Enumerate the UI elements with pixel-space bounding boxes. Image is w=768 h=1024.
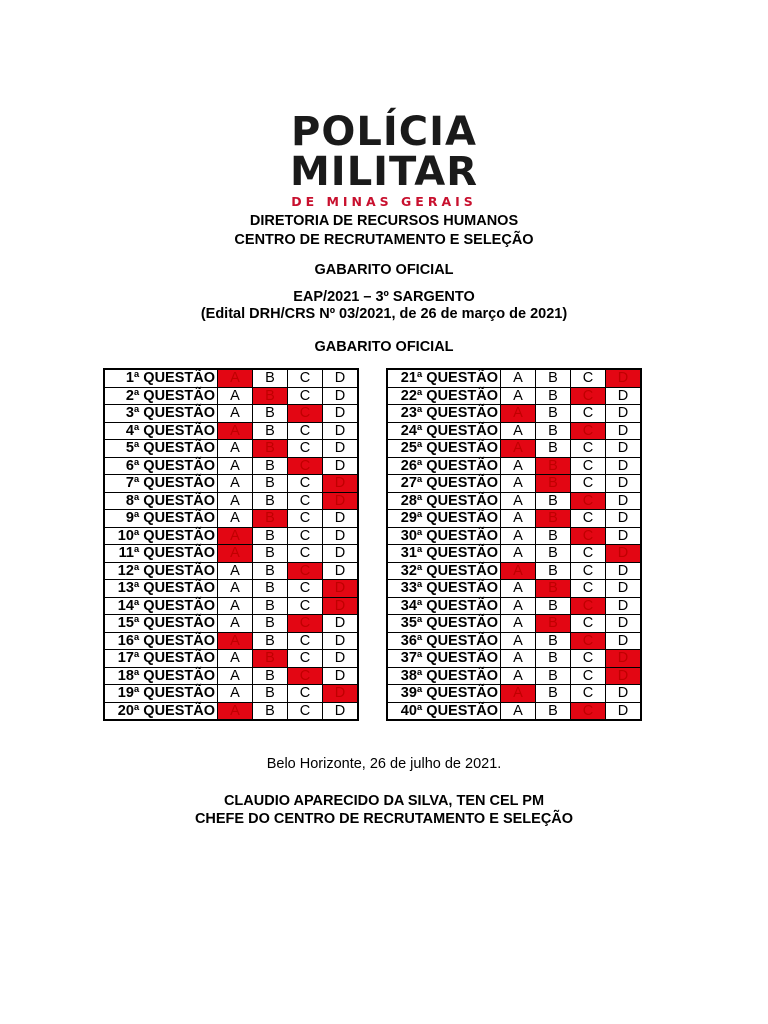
option-d: D (323, 510, 359, 528)
option-c: C (288, 632, 323, 650)
option-b: B (536, 632, 571, 650)
table-row (104, 440, 358, 458)
option-c-correct: C (571, 492, 606, 510)
question-label: 4ª QUESTÃO (104, 422, 218, 440)
option-a: A (501, 475, 536, 493)
question-label: 34ª QUESTÃO (387, 597, 501, 615)
table-row (104, 650, 358, 668)
table-row (387, 387, 641, 405)
question-label: 14ª QUESTÃO (104, 597, 218, 615)
question-label: 35ª QUESTÃO (387, 615, 501, 633)
table-row (104, 702, 358, 720)
option-b: B (253, 562, 288, 580)
option-c: C (571, 440, 606, 458)
option-a-correct: A (501, 685, 536, 703)
option-d: D (606, 562, 642, 580)
table-row (387, 702, 641, 720)
option-a-correct: A (218, 527, 253, 545)
option-a: A (501, 650, 536, 668)
table-row (387, 562, 641, 580)
option-b-correct: B (536, 510, 571, 528)
option-b: B (253, 667, 288, 685)
table-row (104, 615, 358, 633)
option-a-correct: A (501, 562, 536, 580)
option-a: A (218, 650, 253, 668)
option-a: A (501, 597, 536, 615)
option-a: A (501, 615, 536, 633)
question-label: 9ª QUESTÃO (104, 510, 218, 528)
option-b: B (536, 440, 571, 458)
option-c: C (571, 510, 606, 528)
table-row (387, 369, 641, 387)
table-row (387, 580, 641, 598)
question-label: 18ª QUESTÃO (104, 667, 218, 685)
table-row (104, 369, 358, 387)
table-row (387, 597, 641, 615)
option-b: B (253, 475, 288, 493)
table-row (387, 457, 641, 475)
option-c-correct: C (288, 667, 323, 685)
option-a: A (501, 580, 536, 598)
table-row (387, 632, 641, 650)
table-row (104, 475, 358, 493)
question-label: 3ª QUESTÃO (104, 405, 218, 423)
question-label: 8ª QUESTÃO (104, 492, 218, 510)
question-label: 10ª QUESTÃO (104, 527, 218, 545)
option-c: C (571, 405, 606, 423)
question-label: 7ª QUESTÃO (104, 475, 218, 493)
option-d: D (606, 440, 642, 458)
option-a: A (218, 440, 253, 458)
option-c: C (571, 580, 606, 598)
option-d: D (323, 615, 359, 633)
question-label: 2ª QUESTÃO (104, 387, 218, 405)
option-d-correct: D (323, 685, 359, 703)
question-label: 16ª QUESTÃO (104, 632, 218, 650)
document-title: GABARITO OFICIAL (314, 262, 454, 278)
table-row (104, 562, 358, 580)
option-a-correct: A (218, 369, 253, 387)
question-label: 20ª QUESTÃO (104, 702, 218, 720)
table-row (387, 527, 641, 545)
question-label: 24ª QUESTÃO (387, 422, 501, 440)
option-a-correct: A (218, 545, 253, 563)
question-label: 23ª QUESTÃO (387, 405, 501, 423)
option-c: C (288, 475, 323, 493)
signer-role: CHEFE DO CENTRO DE RECRUTAMENTO E SELEÇÃO (194, 811, 574, 827)
option-c: C (288, 387, 323, 405)
question-label: 27ª QUESTÃO (387, 475, 501, 493)
option-d: D (323, 422, 359, 440)
option-c: C (288, 527, 323, 545)
option-c: C (571, 650, 606, 668)
question-label: 39ª QUESTÃO (387, 685, 501, 703)
option-b: B (253, 527, 288, 545)
option-b: B (536, 422, 571, 440)
option-d-correct: D (323, 475, 359, 493)
option-a: A (218, 475, 253, 493)
option-c-correct: C (288, 457, 323, 475)
place-date: Belo Horizonte, 26 de julho de 2021. (266, 756, 502, 772)
option-c: C (571, 615, 606, 633)
option-d: D (606, 597, 642, 615)
option-d: D (323, 440, 359, 458)
option-d: D (606, 475, 642, 493)
question-label: 28ª QUESTÃO (387, 492, 501, 510)
table-row (387, 667, 641, 685)
question-label: 38ª QUESTÃO (387, 667, 501, 685)
option-b-correct: B (536, 615, 571, 633)
question-label: 29ª QUESTÃO (387, 510, 501, 528)
option-c-correct: C (571, 702, 606, 720)
option-a-correct: A (218, 632, 253, 650)
option-b: B (253, 632, 288, 650)
question-label: 12ª QUESTÃO (104, 562, 218, 580)
question-label: 1ª QUESTÃO (104, 369, 218, 387)
option-a: A (218, 597, 253, 615)
option-c: C (288, 369, 323, 387)
option-d: D (606, 457, 642, 475)
question-label: 19ª QUESTÃO (104, 685, 218, 703)
option-c: C (571, 545, 606, 563)
option-c: C (288, 545, 323, 563)
option-a-correct: A (501, 440, 536, 458)
center-name: CENTRO DE RECRUTAMENTO E SELEÇÃO (234, 232, 534, 248)
option-b: B (253, 457, 288, 475)
option-c-correct: C (288, 615, 323, 633)
table-row (387, 492, 641, 510)
table-row (104, 387, 358, 405)
option-d: D (606, 685, 642, 703)
option-a: A (218, 457, 253, 475)
option-a: A (501, 702, 536, 720)
option-c-correct: C (571, 597, 606, 615)
table-row (104, 580, 358, 598)
table-row (104, 667, 358, 685)
option-a: A (218, 615, 253, 633)
option-c-correct: C (571, 632, 606, 650)
option-c: C (288, 422, 323, 440)
option-d: D (606, 405, 642, 423)
option-d: D (323, 457, 359, 475)
option-b: B (253, 702, 288, 720)
option-d: D (606, 632, 642, 650)
option-c: C (571, 369, 606, 387)
option-d: D (606, 422, 642, 440)
table-row (104, 492, 358, 510)
option-a: A (501, 510, 536, 528)
option-d-correct: D (323, 597, 359, 615)
option-d: D (606, 527, 642, 545)
option-b: B (536, 667, 571, 685)
option-d: D (323, 562, 359, 580)
table-title: GABARITO OFICIAL (314, 339, 454, 355)
option-d: D (323, 369, 359, 387)
question-label: 22ª QUESTÃO (387, 387, 501, 405)
option-b: B (253, 545, 288, 563)
option-b: B (536, 650, 571, 668)
question-label: 13ª QUESTÃO (104, 580, 218, 598)
option-c: C (288, 580, 323, 598)
table-row (104, 632, 358, 650)
option-a: A (501, 387, 536, 405)
option-d: D (323, 527, 359, 545)
logo-line-1: POLÍCIA (291, 109, 477, 155)
table-row (387, 615, 641, 633)
option-b: B (253, 369, 288, 387)
option-c: C (571, 562, 606, 580)
option-a-correct: A (218, 702, 253, 720)
option-a: A (501, 632, 536, 650)
exam-name: EAP/2021 – 3º SARGENTO (293, 289, 475, 305)
edital-reference: (Edital DRH/CRS Nº 03/2021, de 26 de março de 2021) (200, 306, 568, 322)
option-b: B (536, 369, 571, 387)
option-a: A (501, 457, 536, 475)
question-label: 30ª QUESTÃO (387, 527, 501, 545)
option-d: D (323, 702, 359, 720)
question-label: 31ª QUESTÃO (387, 545, 501, 563)
option-d: D (606, 615, 642, 633)
option-b-correct: B (536, 580, 571, 598)
option-d-correct: D (606, 667, 642, 685)
question-label: 37ª QUESTÃO (387, 650, 501, 668)
question-label: 26ª QUESTÃO (387, 457, 501, 475)
option-d: D (606, 492, 642, 510)
department-name: DIRETORIA DE RECURSOS HUMANOS (249, 213, 519, 229)
table-row (104, 545, 358, 563)
option-a: A (218, 492, 253, 510)
option-c: C (288, 650, 323, 668)
option-a: A (501, 545, 536, 563)
option-c: C (288, 510, 323, 528)
option-b-correct: B (253, 510, 288, 528)
option-a: A (501, 527, 536, 545)
logo-line-2: MILITAR (290, 149, 478, 195)
option-b: B (536, 545, 571, 563)
option-b: B (536, 387, 571, 405)
question-label: 5ª QUESTÃO (104, 440, 218, 458)
option-b: B (253, 405, 288, 423)
option-d: D (323, 405, 359, 423)
option-b-correct: B (536, 475, 571, 493)
option-b: B (253, 597, 288, 615)
option-a-correct: A (218, 422, 253, 440)
logo-line-3: DE MINAS GERAIS (291, 194, 477, 209)
option-c: C (571, 457, 606, 475)
option-a: A (501, 422, 536, 440)
option-a-correct: A (501, 405, 536, 423)
table-row (387, 440, 641, 458)
option-c-correct: C (571, 422, 606, 440)
option-a: A (218, 562, 253, 580)
option-b: B (253, 492, 288, 510)
question-label: 33ª QUESTÃO (387, 580, 501, 598)
table-row (387, 475, 641, 493)
option-c: C (571, 667, 606, 685)
option-b-correct: B (253, 387, 288, 405)
option-c: C (571, 475, 606, 493)
option-c: C (288, 702, 323, 720)
option-b: B (536, 702, 571, 720)
option-c: C (288, 492, 323, 510)
option-a: A (218, 387, 253, 405)
table-row (104, 685, 358, 703)
option-a: A (501, 492, 536, 510)
option-a: A (501, 369, 536, 387)
pmmg-logo (0, 109, 768, 210)
option-c: C (288, 685, 323, 703)
option-a: A (501, 667, 536, 685)
option-a: A (218, 580, 253, 598)
question-label: 11ª QUESTÃO (104, 545, 218, 563)
question-label: 17ª QUESTÃO (104, 650, 218, 668)
table-row (387, 685, 641, 703)
option-c-correct: C (571, 527, 606, 545)
option-d: D (606, 580, 642, 598)
option-c: C (571, 685, 606, 703)
table-row (387, 650, 641, 668)
question-label: 36ª QUESTÃO (387, 632, 501, 650)
table-row (104, 597, 358, 615)
option-c: C (288, 440, 323, 458)
option-d: D (323, 667, 359, 685)
option-a: A (218, 510, 253, 528)
option-b: B (536, 405, 571, 423)
option-b: B (536, 562, 571, 580)
option-b: B (536, 597, 571, 615)
option-d: D (606, 510, 642, 528)
table-row (104, 422, 358, 440)
table-row (387, 545, 641, 563)
option-b: B (536, 492, 571, 510)
option-a: A (218, 667, 253, 685)
table-row (104, 510, 358, 528)
option-b-correct: B (536, 457, 571, 475)
question-label: 6ª QUESTÃO (104, 457, 218, 475)
option-c: C (288, 597, 323, 615)
question-label: 21ª QUESTÃO (387, 369, 501, 387)
answer-table-right (386, 368, 642, 721)
option-c-correct: C (288, 562, 323, 580)
option-c-correct: C (571, 387, 606, 405)
option-d-correct: D (323, 580, 359, 598)
option-d: D (606, 387, 642, 405)
option-d: D (323, 632, 359, 650)
table-row (387, 422, 641, 440)
option-c-correct: C (288, 405, 323, 423)
option-b: B (536, 527, 571, 545)
table-row (387, 510, 641, 528)
option-d-correct: D (606, 545, 642, 563)
option-d-correct: D (606, 650, 642, 668)
table-row (104, 457, 358, 475)
option-d: D (323, 650, 359, 668)
option-b: B (253, 685, 288, 703)
option-b-correct: B (253, 440, 288, 458)
signer-name: CLAUDIO APARECIDO DA SILVA, TEN CEL PM (223, 793, 545, 809)
table-row (104, 527, 358, 545)
option-b: B (253, 615, 288, 633)
option-d-correct: D (606, 369, 642, 387)
option-d: D (323, 387, 359, 405)
table-row (104, 405, 358, 423)
option-b-correct: B (253, 650, 288, 668)
option-a: A (218, 685, 253, 703)
option-b: B (253, 580, 288, 598)
answer-table-left (103, 368, 359, 721)
option-d-correct: D (323, 492, 359, 510)
table-row (387, 405, 641, 423)
question-label: 25ª QUESTÃO (387, 440, 501, 458)
option-d: D (323, 545, 359, 563)
option-b: B (536, 685, 571, 703)
question-label: 32ª QUESTÃO (387, 562, 501, 580)
question-label: 15ª QUESTÃO (104, 615, 218, 633)
option-a: A (218, 405, 253, 423)
option-d: D (606, 702, 642, 720)
option-b: B (253, 422, 288, 440)
question-label: 40ª QUESTÃO (387, 702, 501, 720)
